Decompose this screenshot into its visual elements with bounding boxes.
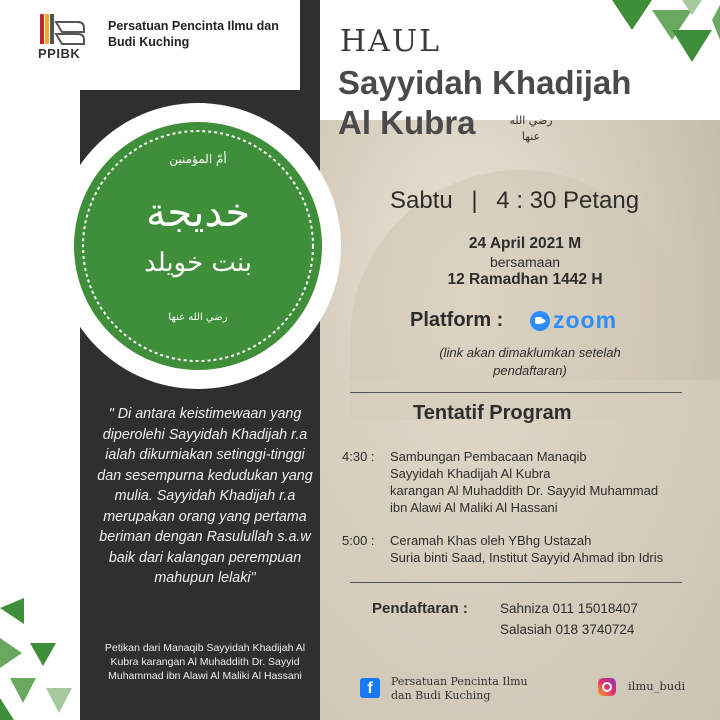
program-line: Ceramah Khas oleh YBhg Ustazah [390, 533, 592, 548]
registration-contact: Sahniza 011 15018407 [500, 601, 638, 616]
program-item [342, 532, 663, 566]
registration-contact: Salasiah 018 3740724 [500, 622, 635, 637]
title-line-3: Al Kubra [338, 104, 476, 141]
program-time: 4:30 : [342, 449, 375, 464]
event-day-time [390, 187, 639, 215]
event-equivalent: bersamaan [489, 254, 561, 270]
program-line: ibn Alawi Al Maliki Al Hassani [390, 500, 558, 515]
instagram-icon[interactable] [598, 678, 616, 696]
event-time: 4 : 30 Petang [496, 187, 640, 214]
event-hijri-date: 12 Ramadhan 1442 H [447, 271, 603, 288]
platform-note: (link akan dimaklumkan setelah pendaftaran) [439, 345, 621, 378]
event-day: Sabtu [390, 187, 453, 214]
event-separator: | [471, 187, 478, 214]
event-date: 24 April 2021 M [468, 235, 582, 252]
registration-contacts [500, 598, 638, 640]
decorative-triangles-icon [612, 0, 720, 62]
divider [350, 582, 682, 583]
page-title [338, 63, 631, 143]
program-line: Suria binti Saad, Institut Sayyid Ahmad ibn Idris [390, 550, 664, 565]
logo-text: PPIBK [38, 46, 81, 61]
program-line: Sayyidah Khadijah Al Kubra [390, 466, 551, 481]
title-haul: HAUL [340, 24, 442, 59]
honorific-calligraphy: رضي الله عنها [509, 114, 553, 143]
quote-source: Petikan dari Manaqib Sayyidah Khadijah Al Kubra karangan Al Muhaddith Dr. Sayyid Muhammad ibn Alawi Al Maliki Al Hassani [104, 642, 306, 682]
medallion-main-arabic: خديجة [145, 190, 251, 236]
zoom-camera-icon [530, 311, 550, 331]
zoom-logo [530, 307, 617, 334]
instagram-handle[interactable]: ilmu_budi [628, 679, 686, 693]
medallion-top-arabic: أمّ المؤمنين [169, 152, 227, 166]
program-line: karangan Al Muhaddith Dr. Sayyid Muhammad [390, 483, 659, 498]
program-item [342, 448, 658, 516]
organisation-name: Persatuan Pencinta Ilmu dan Budi Kuching [108, 19, 279, 49]
program-line: Sambungan Pembacaan Manaqib [390, 449, 587, 464]
quote-text: " Di antara keistimewaan yang diperolehi Sayyidah Khadijah r.a ialah dikurniakan setinggi-tinggi dan sesempurna kedudukan yang mulia. Sayyidah Khadijah r.a merupakan orang yang pertama beriman dengan Rasulullah s.a.w baik dari kalangan perempuan mahupun lelaki" [97, 406, 313, 586]
medallion-sub-arabic: بنت خويلد [144, 248, 252, 278]
registration-label: Pendaftaran : [372, 600, 468, 617]
platform-label: Platform : [410, 309, 504, 331]
decorative-triangles-icon [0, 598, 80, 720]
divider [350, 392, 682, 393]
facebook-page-name[interactable]: Persatuan Pencinta Ilmu dan Budi Kuching [391, 675, 528, 702]
khadijah-calligraphy-medallion [54, 102, 342, 390]
zoom-wordmark: zoom [553, 307, 618, 333]
title-line-2: Sayyidah Khadijah [338, 64, 632, 101]
program-heading: Tentatif Program [413, 402, 572, 424]
medallion-bottom-arabic: رضي الله عنها [168, 312, 228, 323]
program-time: 5:00 : [342, 533, 375, 548]
date-block [430, 234, 620, 290]
facebook-icon[interactable]: f [360, 678, 380, 698]
